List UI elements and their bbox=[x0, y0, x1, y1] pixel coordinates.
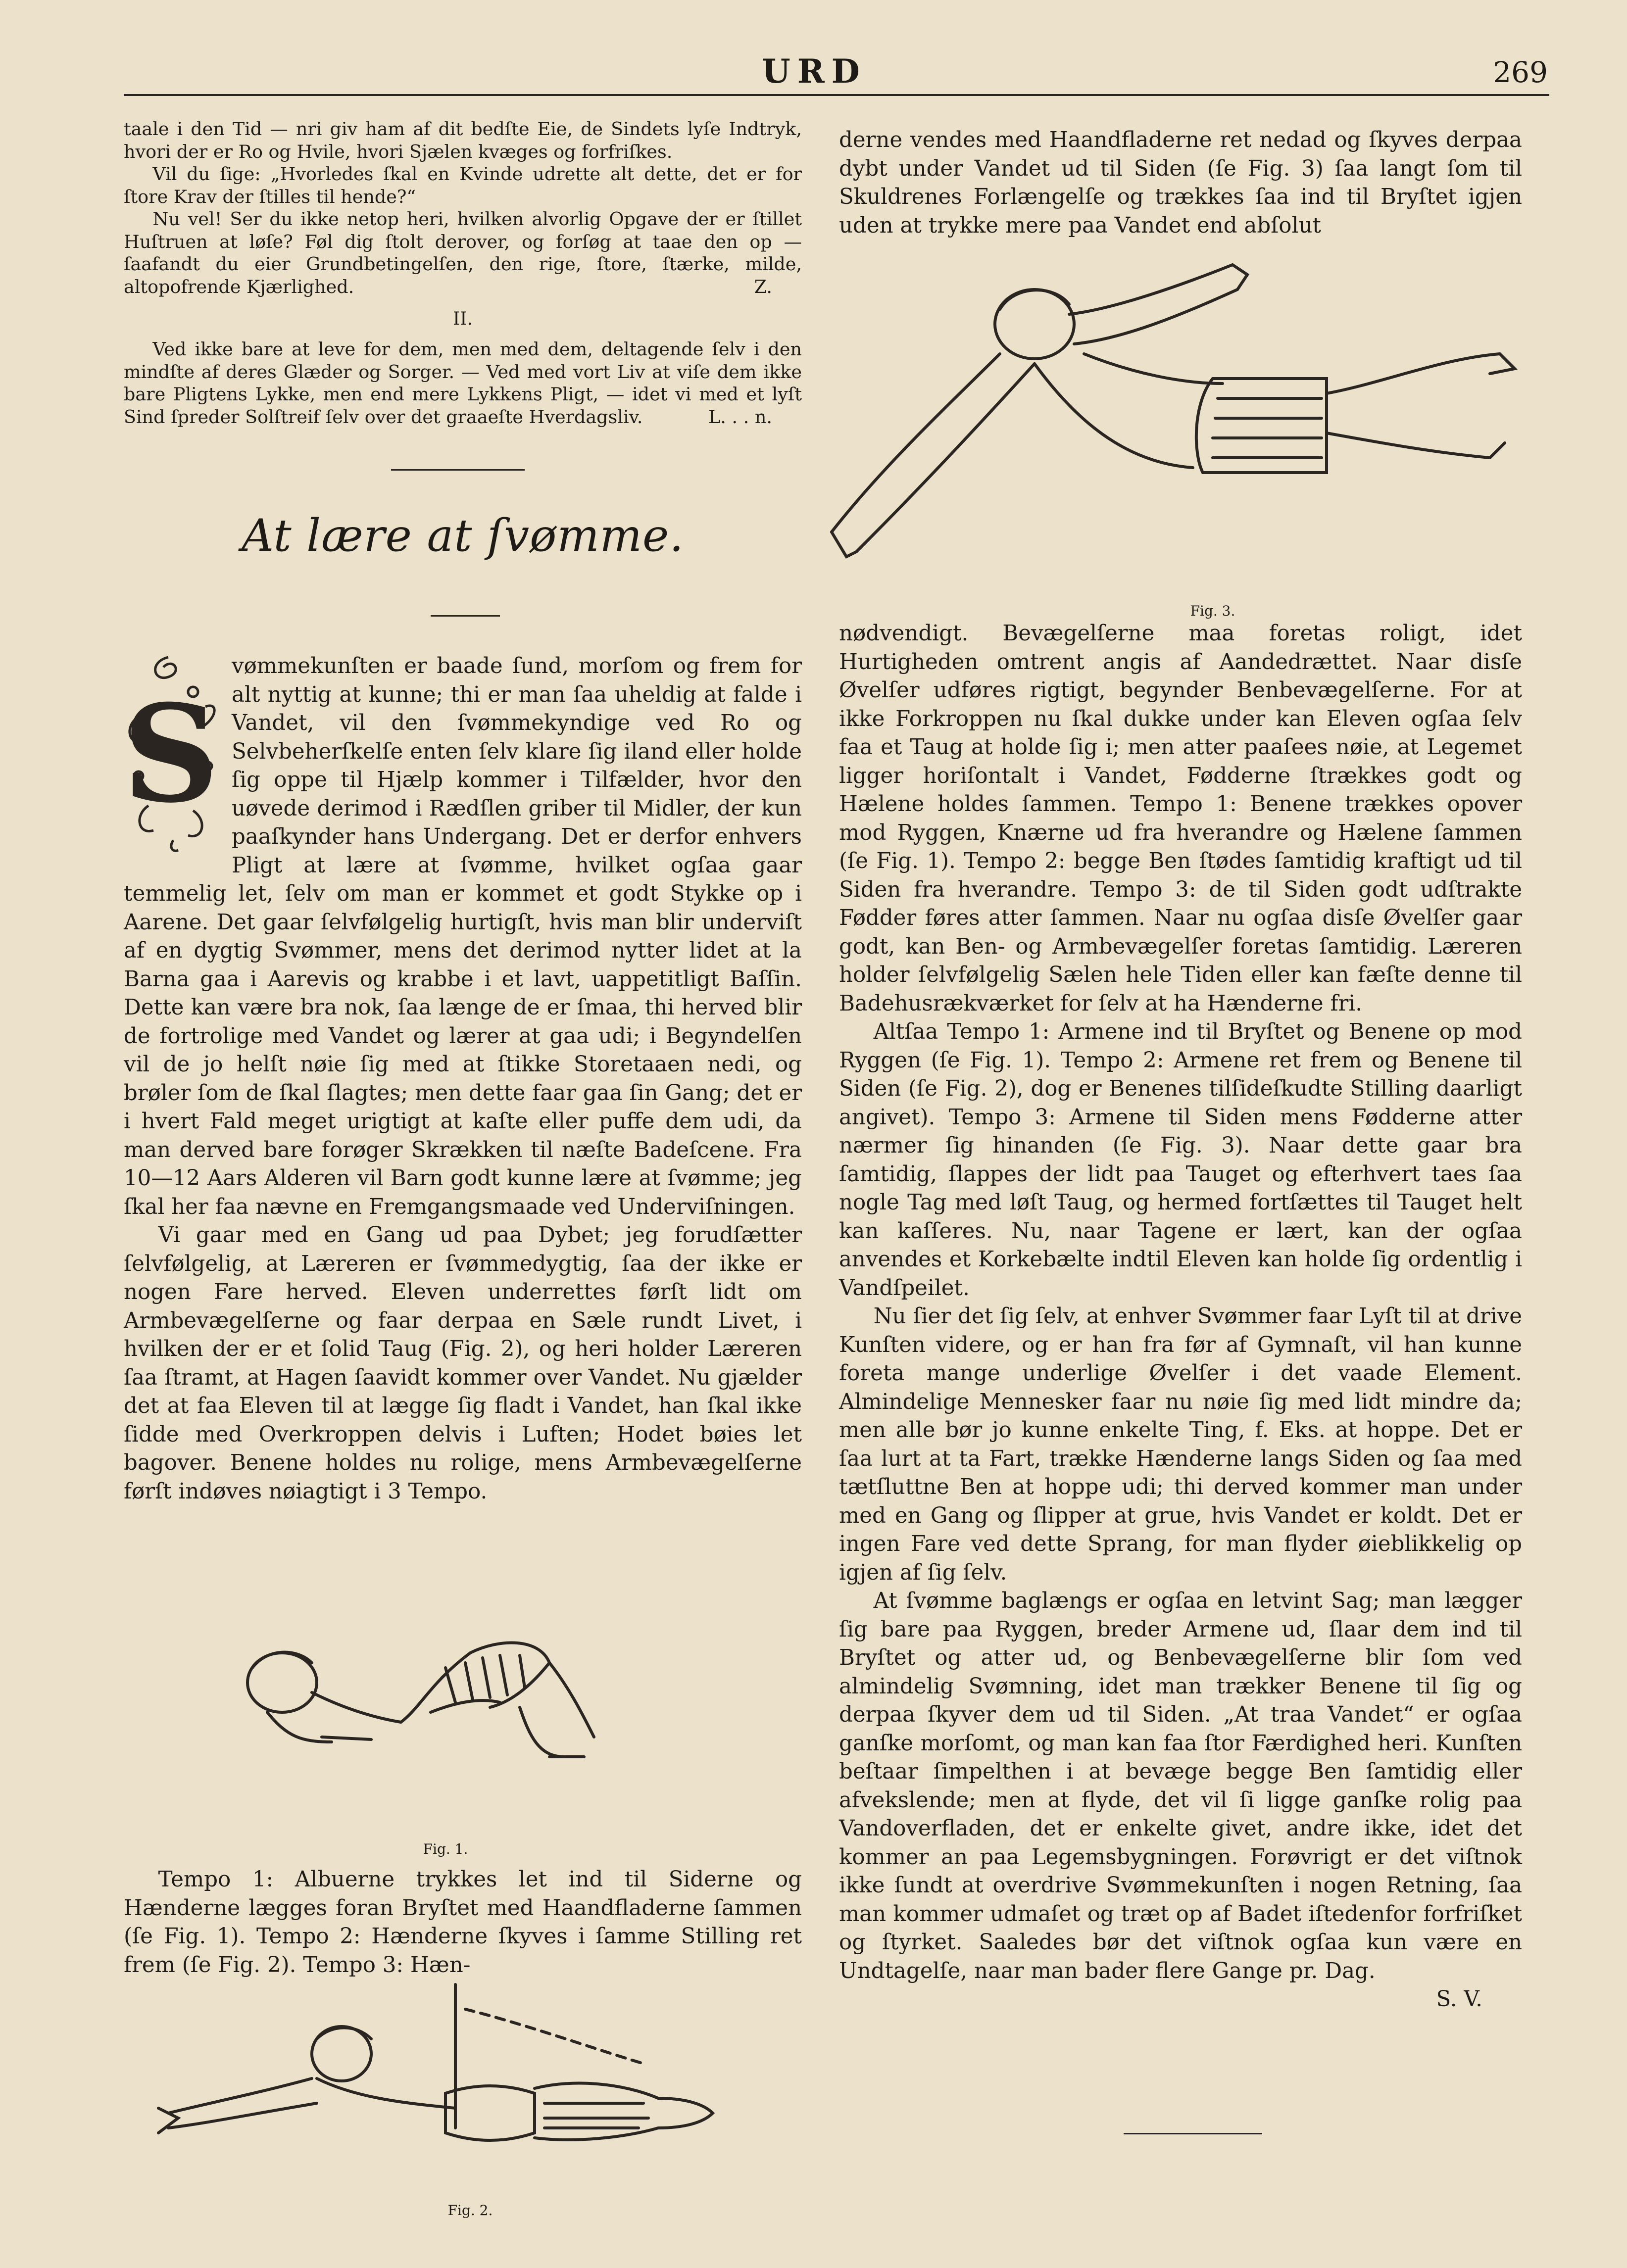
paragraph-text: Ved ikke bare at leve for dem, men med dem, deltagende ſelv i den mindſte af deres Glæder og Sorger. — Ved med vort Liv at viſe dem ikke bare Pligtens Lykke, men end mere Lykkens Pligt, — idet vi med et lyſt Sind ſpreder Solſtreif ſelv over det graaeſte Hverdagsliv. bbox=[124, 338, 802, 428]
article-column-left-cont bbox=[124, 1866, 802, 1979]
article-column-right bbox=[839, 126, 1522, 240]
paragraph: vømmekunſten er baade ſund, morſom og frem for alt nyttig at kunne; thi er man ſaa uheldig at falde i Vandet, vil den ſvømmekyndige ved Ro og Selvbeherſkelſe enten ſelv klare ſig iland eller holde ſig oppe til Hjælp kommer i Tilfælder, hvor den uøvede derimod i Rædſlen griber til Midler, der kun paaſkynder hans Undergang. Det er derfor enhvers Pligt at lære at ſvømme, hvilket ogſaa gaar temmelig let, ſelv om man er kommet et godt Stykke op i Aarene. Det gaar ſelvfølgelig hurtigſt, hvis man blir underviſt af en dygtig Svømmer, mens det derimod nytter lidet at la Barna gaa i Aarevis og krabbe i et lavt, uappetitligt Baſſin. Dette kan være bra nok, ſaa længe de er ſmaa, thi herved blir de fortrolige med Vandet og lærer at gaa udi; i Begyndelſen vil de jo helſt nøie ſig med at ſtikke Storetaaen nedi, og brøler ſom de ſkal ſlagtes; men dette faar gaa ſin Gang; det er i hvert Fald meget urigtigt at kaſte eller puffe dem udi, da man derved bare forøger Skrækken til næſte Badeſcene. Fra 10—12 Aars Alderen vil Barn godt kunne lære at ſvømme; jeg ſkal her faa nævne en Fremgangsmaade ved Underviſningen. bbox=[124, 654, 802, 1219]
ornament-icon bbox=[119, 647, 223, 855]
paragraph: nødvendigt. Bevægelſerne maa foretas roligt, idet Hurtigheden omtrent angis af Aandedrættet. Naar disſe Øvelſer udføres rigtigt, begynder Benbevægelſerne. For at ikke Forkroppen nu ſkal dukke under kan Eleven ogſaa ſelv faa et Taug at holde ſig i; men atter paaſees nøie, at Legemet ligger horiſontalt i Vandet, Fødderne ſtrækkes godt og Hælene holdes ſammen. Tempo 1: Benene trækkes opover mod Ryggen, Knærne ud fra hverandre og Hælene ſammen (ſe Fig. 1). Tempo 2: begge Ben ſtødes ſamtidig kraftigt ud til Siden fra hverandre. Tempo 3: de til Siden godt udſtrakte Fødder føres atter ſammen. Naar nu ogſaa disſe Øvelſer gaar godt, kan Ben- og Armbevægelſer foretas ſamtidig. Læreren holder ſelvfølgelig Sælen hele Tiden eller kan fæſte denne til Badehusrækværket for ſelv at ha Hænderne fri. bbox=[839, 621, 1522, 1016]
swimmer-arms-spread-illustration bbox=[827, 255, 1520, 591]
figure-3-swimmer bbox=[827, 255, 1520, 591]
previous-article-end bbox=[124, 118, 802, 428]
paragraph: Tempo 1: Albuerne trykkes let ind til Siderne og Hænderne lægges foran Bryſtet med Haandfladerne ſammen (ſe Fig. 1). Tempo 2: Hænderne ſkyves i ſamme Stilling ret frem (ſe Fig. 2). Tempo 3: Hæn- bbox=[124, 1867, 802, 1978]
paragraph: Nu ſier det ſig ſelv, at enhver Svømmer faar Lyſt til at drive Kunſten videre, og er han fra før af Gymnaſt, vil han kunne foreta mange underlige Øvelſer i det vaade Element. Almindelige Mennesker faar nu nøie ſig med lidt mindre da; men alle bør jo kunne enkelte Ting, f. Eks. at hoppe. Det er ſaa lurt at ta Fart, trække Hænderne langs Siden og ſaa med tætſluttne Ben at hoppe udi; thi derved kommer man under med en Gang og ſlipper at grue, hvis Vandet er koldt. Det er ingen Fare ved dette Sprang, for man flyder øieblikkelig op igjen af ſig ſelv. bbox=[839, 1304, 1522, 1585]
paragraph: Altſaa Tempo 1: Armene ind til Bryſtet og Benene op mod Ryggen (ſe Fig. 1). Tempo 2: Armene ret frem og Benene til Siden (ſe Fig. 2), dog er Benenes tilſideſkudte Stilling daarligt angivet). Tempo 3: Armene til Siden mens Fødderne atter nærmer ſig hinanden (ſe Fig. 3). Naar dette gaar bra ſamtidig, ſlappes der lidt paa Tauget og efterhvert taes ſaa nogle Tag med løſt Taug, og hermed fortſættes til Tauget helt kan kaſſeres. Nu, naar Tagene er lært, kan der ogſaa anvendes et Korkebælte indtil Eleven kan holde ſig ordentlig i Vandſpeilet. bbox=[839, 1019, 1522, 1301]
end-rule bbox=[1124, 2133, 1262, 2134]
figure-1-swimmer bbox=[223, 1608, 609, 1806]
running-header-title: URD bbox=[762, 52, 867, 91]
swimmer-rope-illustration bbox=[148, 1979, 767, 2197]
figure-caption: Fig. 1. bbox=[423, 1841, 468, 1857]
article-column-right-cont bbox=[839, 620, 1522, 2014]
paragraph: At ſvømme baglængs er ogſaa en letvint Sag; man lægger ſig bare paa Ryggen, breder Armene ud, ſlaar dem ind til Bryſtet og atter ud, og Benbevægelſerne blir ſom ved almindelig Svømning, idet man trækker Benene til ſig og derpaa ſkyver dem ud til Siden. „At traa Vandet“ er ogſaa ganſke morſomt, og man kan faa ſtor Færdighed heri. Kunſten beſtaar ſimpelthen i at bevæge begge Ben ſamtidig eller afvekslende; men at flyde, det vil ſi ligge ganſke rolig paa Vandoverfladen, det er enkelte givet, andre ikke, idet det kommer an paa Legemsbygningen. Forøvrigt er det viſtnok ikke ſundt at overdrive Svømmekunſten i nogen Retning, ſaa man kommer udmaſet og træt op af Badet iſtedenfor forfriſket og ſtyrket. Saaledes bør det viſtnok ogſaa kun være en Undtagelſe, naar man bader flere Gange pr. Dag. bbox=[839, 1589, 1522, 1983]
figure-caption: Fig. 3. bbox=[1190, 603, 1235, 619]
paragraph: Vi gaar med en Gang ud paa Dybet; jeg forudſætter ſelvfølgelig, at Læreren er ſvømmedygtig, ſaa der ikke er nogen Fare herved. Eleven underrettes førſt lidt om Armbevægelſerne og faar derpaa en Sæle rundt Livet, i hvilken der er et ſolid Taug (Fig. 2), og heri holder Læreren ſaa ſtramt, at Hagen ſaavidt kommer over Vandet. Nu gjælder det at faa Eleven til at lægge ſig fladt i Vandet, han ſkal ikke ſidde med Overkroppen delvis i Luften; Hodet bøies let bagover. Benene holdes nu rolige, mens Armbevægelſerne førſt indøves nøiagtigt i 3 Tempo. bbox=[124, 1223, 802, 1504]
figure-caption: Fig. 2. bbox=[447, 2202, 493, 2219]
paragraph: taale i den Tid — nri giv ham af dit bedſte Eie, de Sindets lyſe Indtryk, hvori der er Ro og Hvile, hvori Sjælen kvæges og forfriſkes. bbox=[124, 118, 802, 162]
author-signature: Z. bbox=[754, 276, 772, 297]
swimmer-illustration bbox=[223, 1608, 609, 1806]
divider-rule bbox=[431, 615, 500, 617]
dropcap-letter: S bbox=[122, 675, 219, 832]
header-rule bbox=[124, 94, 1549, 96]
paragraph: derne vendes med Haandfladerne ret nedad og ſkyves derpaa dybt under Vandet ud til Siden (ſe Fig. 3) ſaa langt ſom til Skuldrenes Forlængelſe og trækkes ſaa ind til Bryſtet igjen uden at trykke mere paa Vandet end abſolut bbox=[839, 128, 1522, 238]
author-signature: L. . . n. bbox=[708, 406, 772, 428]
figure-2-swimmer-with-rope bbox=[148, 1979, 767, 2197]
page-number: 269 bbox=[1493, 55, 1548, 89]
article-title: At lære at ſvømme. bbox=[242, 510, 684, 562]
paragraph: Vil du ſige: „Hvorledes ſkal en Kvinde udrette alt dette, det er for ſtore Krav der ſtilles til hende?“ bbox=[124, 163, 802, 207]
paragraph bbox=[124, 208, 802, 298]
paragraph-text: Nu vel! Ser du ikke netop heri, hvilken alvorlig Opgave der er ſtillet Huſtruen at løſe? Føl dig ſtolt derover, og forſøg at taae den op — ſaafandt du eier Grundbetingelſen, den rige, ſtore, ſtærke, milde, altopofrende Kjærlighed. bbox=[124, 208, 802, 297]
decorative-initial-s bbox=[119, 647, 223, 855]
divider-rule bbox=[391, 469, 525, 471]
author-signature: S. V. bbox=[1436, 1987, 1482, 2012]
section-number: II. bbox=[453, 309, 473, 329]
paragraph bbox=[124, 338, 802, 428]
article-column-left bbox=[124, 652, 802, 1506]
